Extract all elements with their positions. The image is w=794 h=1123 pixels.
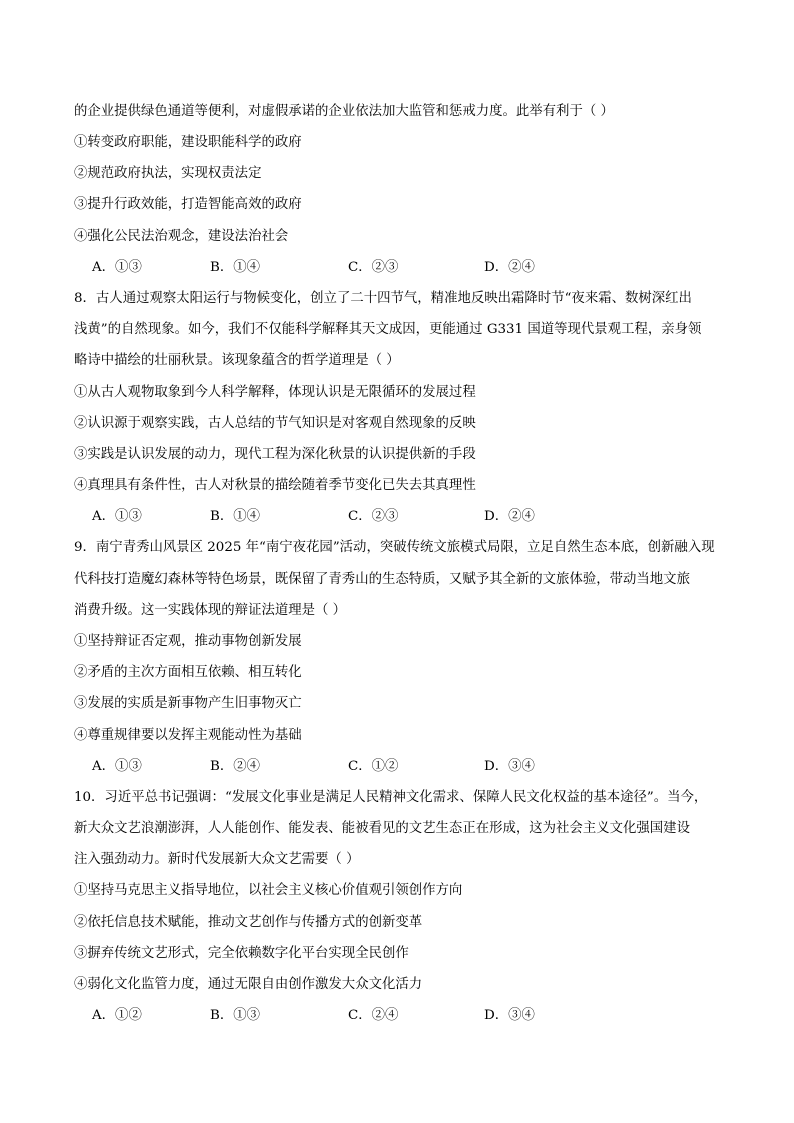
q9-item-1: ①坚持辩证否定观，推动事物创新发展: [74, 634, 302, 649]
q8-stem-line-3: 略诗中描绘的壮丽秋景。该现象蕴含的哲学道理是（ ）: [74, 353, 400, 368]
q10-stem-line-1: 10．习近平总书记强调：“发展文化事业是满足人民精神文化需求、保障人民文化权益的基本途径”。当今，: [74, 790, 708, 805]
q7-item-1: ①转变政府职能，建设职能科学的政府: [74, 135, 302, 150]
q10-item-2: ②依托信息技术赋能，推动文艺创作与传播方式的创新变革: [74, 915, 423, 930]
q8-option-b: B．①④: [210, 509, 261, 524]
q9-stem-line-3: 消费升级。这一实践体现的辩证法道理是（ ）: [74, 603, 347, 618]
q9-item-2: ②矛盾的主次方面相互依赖、相互转化: [74, 665, 302, 680]
q10-stem-line-3: 注入强劲动力。新时代发展新大众文艺需要（ ）: [74, 852, 360, 867]
q7-item-2: ②规范政府执法，实现权责法定: [74, 166, 262, 181]
q8-stem-line-1: 8．古人通过观察太阳运行与物候变化，创立了二十四节气，精准地反映出霜降时节“夜来霜、数树深红出: [74, 291, 692, 306]
q9-item-4: ④尊重规律要以发挥主观能动性为基础: [74, 728, 302, 743]
q10-option-c: C．②④: [348, 1008, 399, 1023]
q10-option-a: A．①②: [92, 1008, 142, 1023]
q9-options: [92, 757, 712, 777]
q8-item-2: ②认识源于观察实践，古人总结的节气知识是对客观自然现象的反映: [74, 416, 476, 431]
q9-option-b: B．②④: [210, 759, 261, 774]
q8-item-4: ④真理具有条件性，古人对秋景的描绘随着季节变化已失去其真理性: [74, 478, 476, 493]
q9-option-a: A．①③: [92, 759, 142, 774]
q7-item-3: ③提升行政效能，打造智能高效的政府: [74, 197, 302, 212]
q10-options: [92, 1006, 712, 1026]
q8-item-3: ③实践是认识发展的动力，现代工程为深化秋景的认识提供新的手段: [74, 447, 476, 462]
q8-stem-line-2: 浅黄”的自然现象。如今，我们不仅能科学解释其天文成因，更能通过 G331 国道等现代景观工程，亲身领: [74, 322, 702, 337]
q7-item-4: ④强化公民法治观念，建设法治社会: [74, 229, 289, 244]
q10-item-3: ③摒弃传统文艺形式，完全依赖数字化平台实现全民创作: [74, 946, 409, 961]
q9-option-d: D．③④: [484, 759, 535, 774]
q9-item-3: ③发展的实质是新事物产生旧事物灭亡: [74, 696, 302, 711]
q7-options: [92, 258, 712, 278]
q8-option-a: A．①③: [92, 509, 142, 524]
q10-item-1: ①坚持马克思主义指导地位，以社会主义核心价值观引领创作方向: [74, 883, 463, 898]
q8-option-c: C．②③: [348, 509, 399, 524]
q8-item-1: ①从古人观物取象到今人科学解释，体现认识是无限循环的发展过程: [74, 385, 476, 400]
q10-option-d: D．③④: [484, 1008, 535, 1023]
q8-options: [92, 507, 712, 527]
q10-option-b: B．①③: [210, 1008, 261, 1023]
q8-option-d: D．②④: [484, 509, 535, 524]
q7-option-c: C．②③: [348, 260, 399, 275]
q7-option-b: B．①④: [210, 260, 261, 275]
q9-stem-line-2: 代科技打造魔幻森林等特色场景，既保留了青秀山的生态特质，又赋予其全新的文旅体验，带动当地文旅: [74, 572, 690, 587]
q9-stem-line-1: 9．南宁青秀山风景区 2025 年“南宁夜花园”活动，突破传统文旅模式局限，立足自然生态本底，创新融入现: [74, 540, 715, 555]
q9-option-c: C．①②: [348, 759, 399, 774]
q7-stem-continuation: 的企业提供绿色通道等便利，对虚假承诺的企业依法加大监管和惩戒力度。此举有利于（ ）: [74, 104, 614, 119]
q10-item-4: ④弱化文化监管力度，通过无限自由创作激发大众文化活力: [74, 977, 423, 992]
q7-option-d: D．②④: [484, 260, 535, 275]
q10-stem-line-2: 新大众文艺浪潮澎湃，人人能创作、能发表、能被看见的文艺生态正在形成，这为社会主义文化强国建设: [74, 821, 690, 836]
q7-option-a: A．①③: [92, 260, 142, 275]
